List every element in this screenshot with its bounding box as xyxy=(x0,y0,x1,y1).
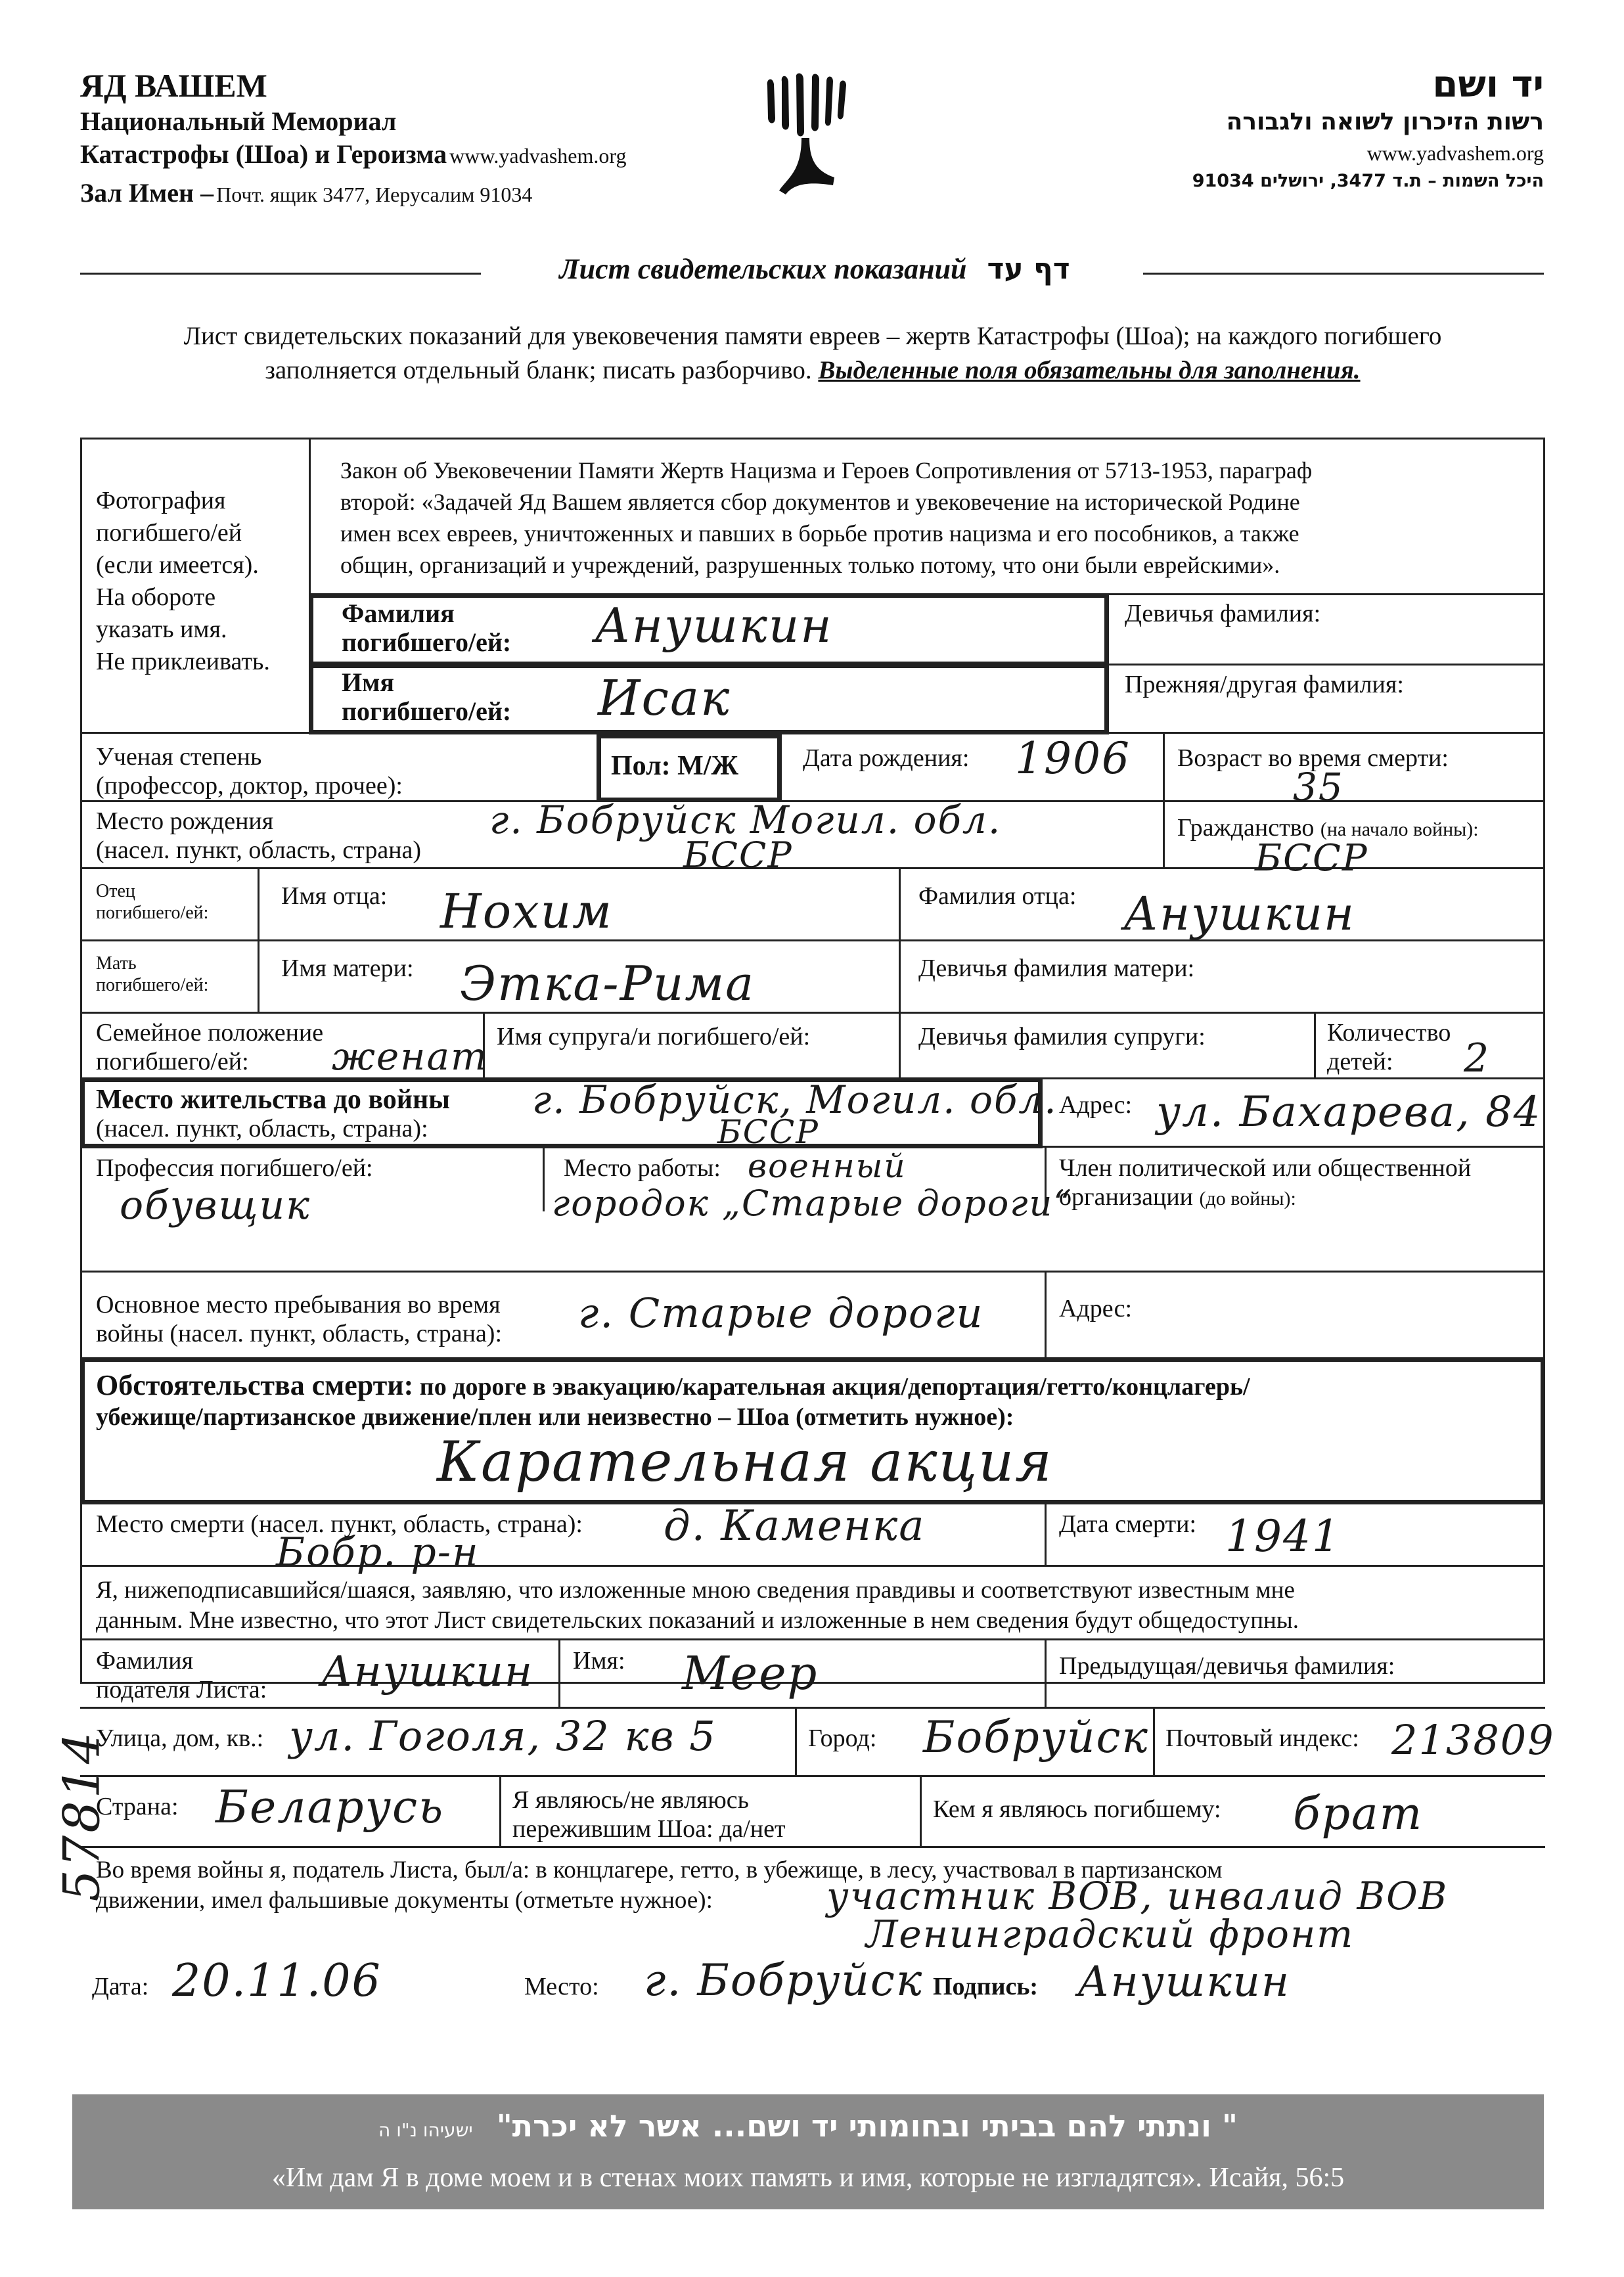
mother-name-label: Имя матери: xyxy=(281,955,414,982)
father-surname-value[interactable]: Анушкин xyxy=(1123,887,1356,941)
mother-name-value[interactable]: Этка-Рима xyxy=(460,956,756,1011)
workplace-value-2[interactable]: городок „Старые дороги“ xyxy=(552,1183,1073,1224)
intro-line1: Лист свидетельских показаний для увековечения памяти евреев – жертв Катастрофы (Шоа); на каждого погибшего xyxy=(183,322,1442,350)
side-number: 57814 xyxy=(52,1729,111,1902)
date-value[interactable]: 20.11.06 xyxy=(172,1955,382,2007)
zip-value[interactable]: 213809 xyxy=(1391,1716,1555,1764)
org-line4-he: היכל השמות – ת.ד 3477, ירושלים 91034 xyxy=(1192,171,1544,191)
org-url-left: www.yadvashem.org xyxy=(449,144,627,168)
country-value[interactable]: Беларусь xyxy=(215,1782,445,1834)
surname-value[interactable]: Анушкин xyxy=(595,598,833,653)
wartime-address-label: Адрес: xyxy=(1059,1295,1133,1322)
profession-value[interactable]: обувщик xyxy=(120,1183,311,1229)
relation-label: Кем я являюсь погибшему: xyxy=(933,1795,1221,1823)
prev-surname-label: Прежняя/другая фамилия: xyxy=(1125,671,1404,698)
footer-quote-ru: «Им дам Я в доме моем и в стенах моих память и имя, которые не изгладятся». Исайя, 56:5 xyxy=(271,2163,1345,2193)
address-value[interactable]: ул. Бахарева, 84 xyxy=(1156,1088,1542,1137)
sex-label[interactable]: Пол: М/Ж xyxy=(611,751,739,781)
org-line4-bold: Зал Имен – xyxy=(80,178,214,208)
degree-label: Ученая степень (профессор, доктор, прочее): xyxy=(96,743,403,800)
org-line3: Катастрофы (Шоа) и Героизма xyxy=(80,139,447,169)
wartime-label: Основное место пребывания во время войны (насел. пункт, область, страна): xyxy=(96,1291,503,1347)
deathplace-value-2[interactable]: Бобр. р-н xyxy=(276,1529,480,1575)
org-url-right: www.yadvashem.org xyxy=(1366,141,1544,165)
citizenship-label: Гражданство (на начало войны): xyxy=(1177,814,1479,842)
birthdate-value[interactable]: 1906 xyxy=(1015,733,1131,784)
children-value[interactable]: 2 xyxy=(1464,1035,1491,1081)
submitter-name-label: Имя: xyxy=(573,1647,625,1675)
mother-label: Мать погибшего/ей: xyxy=(96,953,209,995)
children-label: Количество детей: xyxy=(1327,1019,1451,1075)
deathplace-label: Место смерти (насел. пункт, область, страна): xyxy=(96,1510,583,1538)
father-surname-label: Фамилия отца: xyxy=(918,882,1077,910)
spouse-maiden-label: Девичья фамилия супруги: xyxy=(918,1023,1206,1050)
date-label: Дата: xyxy=(92,1973,149,2000)
photo-note: Фотография погибшего/ей (если имеется). На обороте указать имя. Не приклеивать. xyxy=(96,487,270,675)
address-label: Адрес: xyxy=(1059,1091,1133,1119)
birthplace-value-2[interactable]: БССР xyxy=(683,834,793,876)
father-name-label: Имя отца: xyxy=(281,882,388,910)
war-activity-label: Во время войны я, податель Листа, был/а: в концлагере, гетто, в убежище, в лесу, участвовал в партизанском движении, имел фальшивые документы (отметьте нужное): xyxy=(96,1857,1223,1914)
survivor-label[interactable]: Я являюсь/не являюсь пережившим Шоа: да/нет xyxy=(512,1786,786,1843)
org-name-ru: ЯД ВАШЕМ xyxy=(80,67,267,104)
deathplace-value-1[interactable]: д. Каменка xyxy=(664,1502,926,1550)
org-line4-rest: Почт. ящик 3477, Иерусалим 91034 xyxy=(216,183,533,206)
deathdate-value[interactable]: 1941 xyxy=(1225,1511,1341,1562)
birthplace-value-1[interactable]: г. Бобруйск Могил. обл. xyxy=(489,798,1002,842)
zip-label: Почтовый индекс: xyxy=(1165,1725,1359,1752)
org-line2: Национальный Мемориал xyxy=(80,106,397,136)
workplace-label: Место работы: xyxy=(564,1154,721,1182)
father-label: Отец погибшего/ей: xyxy=(96,881,209,923)
circumstances-value[interactable]: Карательная акция xyxy=(437,1430,1053,1494)
war-activity-value-1[interactable]: участник ВОВ, инвалид ВОВ xyxy=(826,1874,1449,1918)
place-label: Место: xyxy=(524,1973,599,2000)
intro-line2: заполняется отдельный бланк; писать разборчиво. xyxy=(265,356,812,384)
city-label: Город: xyxy=(808,1725,877,1752)
form-title-he: דף עד xyxy=(987,252,1070,286)
law-text: Закон об Увековечении Памяти Жертв Нацизма и Героев Сопротивления от 5713-1953, параграф второй: «Задачей Яд Вашем является сбор документов и увековечение на исторической Родине имен всех евреев, уничтоженных и павших в борьбе против нацизма и его пособников, а также общин, организаций и учреждений, разрушенных только потому, что они были еврейскими». xyxy=(340,457,1313,578)
intro-text xyxy=(80,319,1545,388)
declaration: Я, нижеподписавшийся/шаяся, заявляю, что изложенные мною сведения правдивы и соответствуют известным мне данным. Мне известно, что этот Лист свидетельских показаний и изложенные в нем сведения будут общедоступны. xyxy=(96,1577,1299,1634)
residence-value-2[interactable]: БССР xyxy=(717,1113,819,1151)
org-line2-he: רשות הזיכרון לשואה ולגבורה xyxy=(1226,108,1544,135)
place-value[interactable]: г. Бобруйск xyxy=(644,1955,924,2006)
mother-maiden-label: Девичья фамилия матери: xyxy=(918,955,1195,982)
relation-value[interactable]: брат xyxy=(1293,1788,1424,1840)
header-left xyxy=(80,66,737,215)
title-rule-left xyxy=(80,273,481,275)
birthdate-label: Дата рождения: xyxy=(803,744,970,772)
submitter-name-value[interactable]: Меер xyxy=(682,1646,819,1700)
workplace-value-1[interactable]: военный xyxy=(748,1147,907,1185)
deathdate-label: Дата смерти: xyxy=(1059,1510,1197,1538)
form-title-ru: Лист свидетельских показаний xyxy=(559,253,967,285)
footer-banner xyxy=(72,2094,1544,2209)
footer-quote-he: " ונתתי להם בביתי ובחומותי יד ושם... אשר לא יכרת" xyxy=(496,2108,1238,2144)
war-activity-value-2[interactable]: Ленинградский фронт xyxy=(866,1912,1355,1956)
street-label: Улица, дом, кв.: xyxy=(96,1725,264,1752)
surname-label: Фамилия погибшего/ей: xyxy=(342,598,512,657)
street-value[interactable]: ул. Гоголя, 32 кв 5 xyxy=(289,1712,717,1760)
citizenship-value[interactable]: БССР xyxy=(1255,837,1368,880)
country-label: Страна: xyxy=(96,1793,179,1820)
name-label: Имя погибшего/ей: xyxy=(342,667,512,726)
age-label: Возраст во время смерти: xyxy=(1177,744,1449,772)
birthplace-label: Место рождения (насел. пункт, область, страна) xyxy=(96,807,422,864)
age-value[interactable]: 35 xyxy=(1293,765,1344,809)
submitter-prev-label: Предыдущая/девичья фамилия: xyxy=(1059,1652,1395,1680)
residence-value-1[interactable]: г. Бобруйск, Могил. обл. xyxy=(532,1077,1058,1122)
submitter-surname-value[interactable]: Анушкин xyxy=(321,1648,533,1696)
wartime-value[interactable]: г. Старые дороги xyxy=(578,1289,984,1337)
spouse-name-label: Имя супруга/и погибшего/ей: xyxy=(497,1023,811,1050)
title-rule-right xyxy=(1143,273,1544,275)
city-value[interactable]: Бобруйск xyxy=(923,1712,1149,1763)
form-title xyxy=(499,252,1130,286)
sign-label: Подпись: xyxy=(933,1973,1039,2000)
yad-vashem-logo-icon xyxy=(762,72,854,204)
circumstances-label: Обстоятельства смерти: по дороге в эвакуацию/карательная акция/депортация/гетто/концлагерь/ убежище/партизанское движение/плен или неизвестно – Шоа (отметить нужное): xyxy=(96,1369,1250,1431)
submitter-surname-label: Фамилия подателя Листа: xyxy=(96,1647,267,1703)
header-right xyxy=(1084,63,1544,194)
intro-emphasis: Выделенные поля обязательны для заполнения. xyxy=(818,356,1361,384)
marital-value[interactable]: женат xyxy=(332,1034,489,1079)
org-name-he: יד ושם xyxy=(1432,63,1544,106)
member-label: Член политической или общественной организации (до войны): xyxy=(1059,1154,1472,1211)
marital-label: Семейное положение погибшего/ей: xyxy=(96,1019,324,1075)
sign-value[interactable]: Анушкин xyxy=(1077,1958,1290,2006)
residence-label: Место жительства до войны (насел. пункт, область, страна): xyxy=(96,1085,450,1142)
profession-label: Профессия погибшего/ей: xyxy=(96,1154,373,1182)
name-value[interactable]: Исак xyxy=(598,670,731,727)
footer-ref-he: ישעיהו נ"ו ה xyxy=(378,2119,473,2141)
maiden-label: Девичья фамилия: xyxy=(1125,600,1321,627)
father-name-value[interactable]: Нохим xyxy=(440,884,613,939)
